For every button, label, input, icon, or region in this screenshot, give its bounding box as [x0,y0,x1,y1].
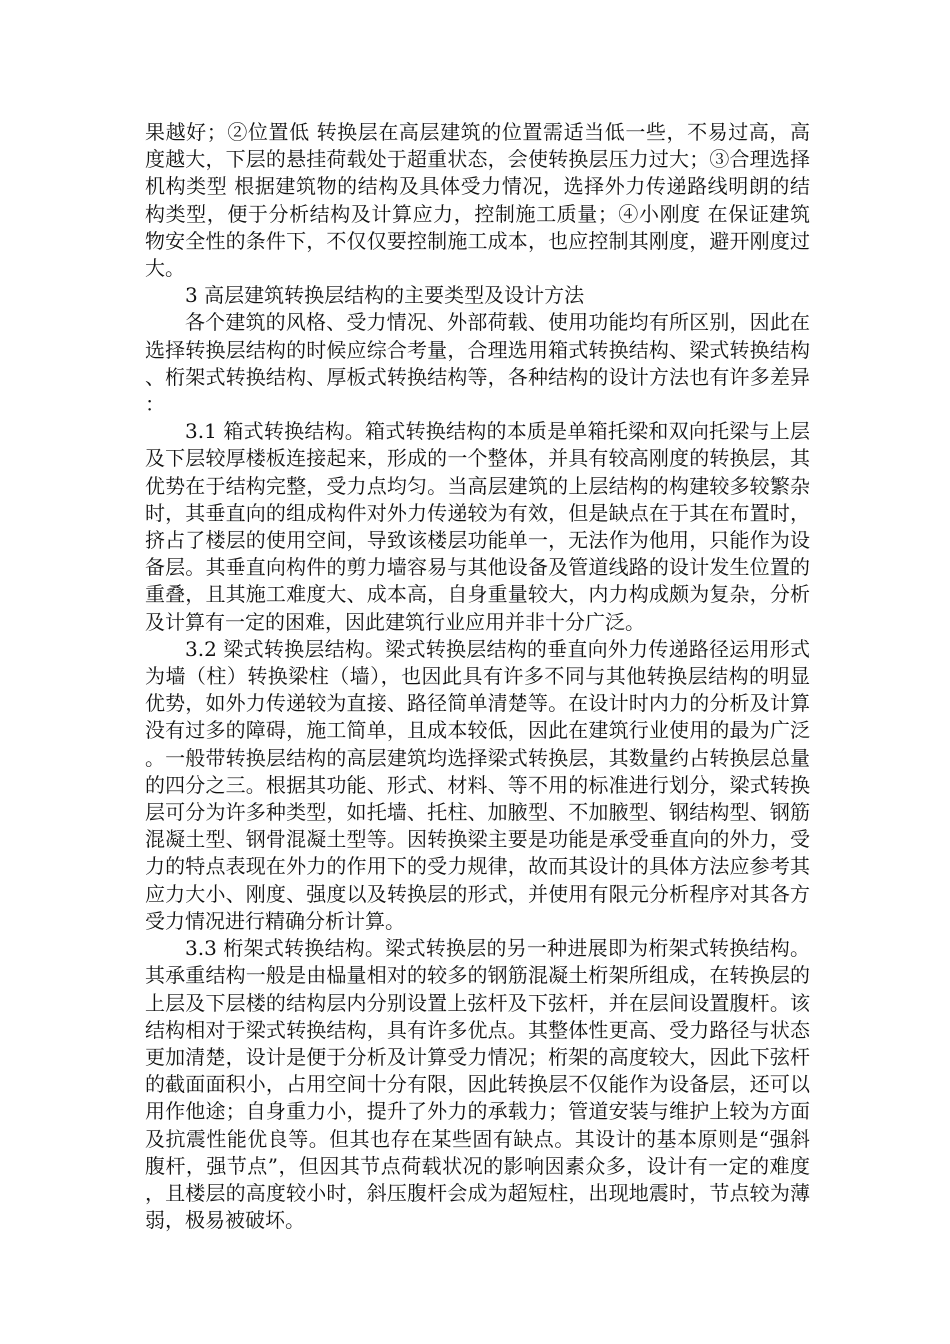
paragraph-continuation: 果越好；②位置低 转换层在高层建筑的位置需适当低一些，不易过高，高度越大，下层的悬挂荷载处于超重状态，会使转换层压力过大；③合理选择机构类型 根据建筑物的结构及具体受力情况，选择外力传递路线明朗的结构类型，便于分析结构及计算应力，控制施工质量；④小刚度 在保证建筑物安全性的条件下，不仅仅要控制施工成本，也应控制其刚度，避开刚度过大。 [145,120,810,281]
paragraph-section-3-1: 3.1 箱式转换结构。箱式转换结构的本质是单箱托梁和双向托梁与上层及下层较厚楼板连接起来，形成的一个整体，并具有较高刚度的转换层，其优势在于结构完整，受力点均匀。当高层建筑的上层结构的构建较多较繁杂时，其垂直向的组成构件对外力传递较为有效，但是缺点在于其在布置时，挤占了楼层的使用空间，导致该楼层功能单一，无法作为他用，只能作为设备层。其垂直向构件的剪力墙容易与其他设备及管道线路的设计发生位置的重叠，且其施工难度大、成本高，自身重量较大，内力构成颇为复杂，分析及计算有一定的困难，因此建筑行业应用并非十分广泛。 [145,419,810,634]
document-page [145,119,810,1234]
paragraph-section-3-intro: 各个建筑的风格、受力情况、外部荷载、使用功能均有所区别，因此在选择转换层结构的时候应综合考量，合理选用箱式转换结构、梁式转换结构、桁架式转换结构、厚板式转换结构等，各种结构的设计方法也有许多差异： [145,310,810,417]
paragraph-section-3-2: 3.2 梁式转换层结构。梁式转换层结构的垂直向外力传递路径运用形式为墙（柱）转换梁柱（墙），也因此具有许多不同与其他转换层结构的明显优势，如外力传递较为直接、路径简单清楚等。在设计时内力的分析及计算没有过多的障碍，施工简单，且成本较低，因此在建筑行业使用的最为广泛。一般带转换层结构的高层建筑均选择梁式转换层，其数量约占转换层总量的四分之三。根据其功能、形式、材料、等不用的标准进行划分，梁式转换层可分为许多种类型，如托墙、托柱、加腋型、不加腋型、钢结构型、钢筋混凝土型、钢骨混凝土型等。因转换梁主要是功能是承受垂直向的外力，受力的特点表现在外力的作用下的受力规律，故而其设计的具体方法应参考其应力大小、刚度、强度以及转换层的形式，并使用有限元分析程序对其各方受力情况进行精确分析计算。 [145,636,810,933]
paragraph-section-3-3: 3.3 桁架式转换结构。梁式转换层的另一种进展即为桁架式转换结构。其承重结构一般是由榀量相对的较多的钢筋混凝土桁架所组成，在转换层的上层及下层楼的结构层内分别设置上弦杆及下弦杆，并在层间设置腹杆。该结构相对于梁式转换结构，具有许多优点。其整体性更高、受力路径与状态更加清楚，设计是便于分析及计算受力情况；桁架的高度较大，因此下弦杆的截面面积小，占用空间十分有限，因此转换层不仅能作为设备层，还可以用作他途；自身重力小，提升了外力的承载力；管道安装与维护上较为方面及抗震性能优良等。但其也存在某些固有缺点。其设计的基本原则是“强斜腹杆，强节点”，但因其节点荷载状况的影响因素众多，设计有一定的难度，且楼层的高度较小时，斜压腹杆会成为超短柱，出现地震时，节点较为薄弱，极易被破坏。 [145,936,810,1233]
section-heading-3: 3 高层建筑转换层结构的主要类型及设计方法 [185,283,585,308]
